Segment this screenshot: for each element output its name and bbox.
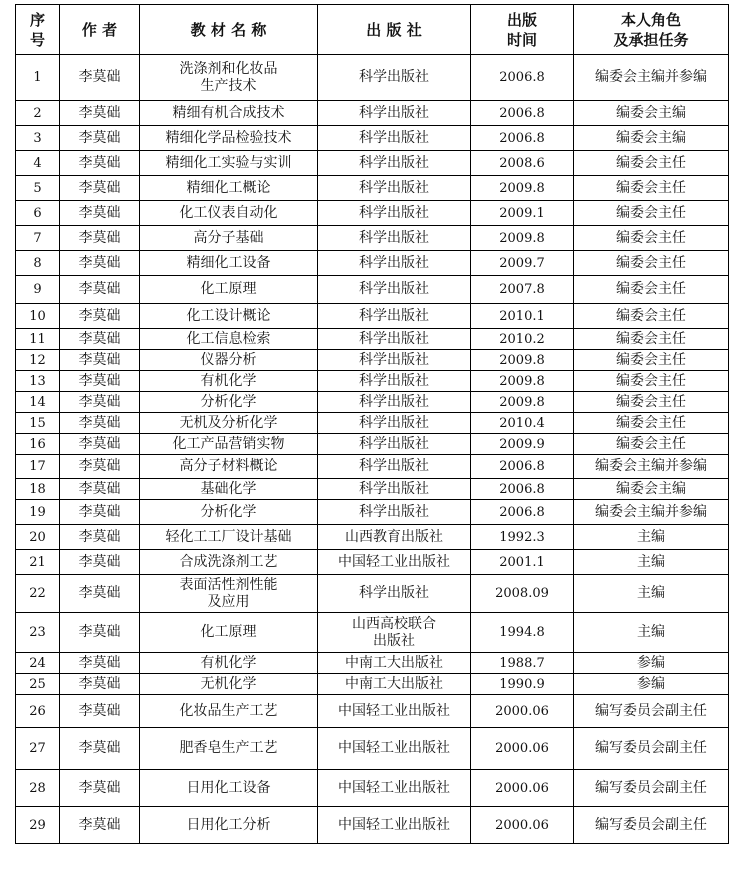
cell-title: 化工原理 — [140, 276, 318, 304]
cell-publisher: 科学出版社 — [318, 304, 471, 329]
cell-title: 日用化工设备 — [140, 770, 318, 807]
cell-role: 编委会主任 — [574, 251, 729, 276]
cell-no: 12 — [16, 350, 60, 371]
cell-no: 16 — [16, 434, 60, 455]
table-row — [16, 770, 729, 807]
cell-no: 19 — [16, 500, 60, 525]
cell-no: 4 — [16, 151, 60, 176]
cell-publisher: 科学出版社 — [318, 126, 471, 151]
cell-date: 1992.3 — [471, 525, 574, 550]
cell-no: 1 — [16, 55, 60, 101]
cell-date: 2006.8 — [471, 126, 574, 151]
cell-publisher: 山西高校联合 出版社 — [318, 613, 471, 653]
table-row — [16, 434, 729, 455]
cell-publisher: 科学出版社 — [318, 479, 471, 500]
cell-no: 25 — [16, 674, 60, 695]
cell-author: 李莫础 — [60, 770, 140, 807]
cell-no: 14 — [16, 392, 60, 413]
cell-date: 2010.1 — [471, 304, 574, 329]
cell-title: 精细化工实验与实训 — [140, 151, 318, 176]
cell-no: 9 — [16, 276, 60, 304]
cell-role: 编写委员会副主任 — [574, 695, 729, 728]
cell-author: 李莫础 — [60, 350, 140, 371]
cell-publisher: 科学出版社 — [318, 101, 471, 126]
cell-role: 参编 — [574, 674, 729, 695]
cell-publisher: 中南工大出版社 — [318, 653, 471, 674]
cell-role: 编委会主任 — [574, 226, 729, 251]
cell-role: 编委会主任 — [574, 329, 729, 350]
cell-role: 编委会主任 — [574, 350, 729, 371]
cell-author: 李莫础 — [60, 329, 140, 350]
cell-author: 李莫础 — [60, 101, 140, 126]
cell-no: 3 — [16, 126, 60, 151]
cell-publisher: 科学出版社 — [318, 392, 471, 413]
cell-role: 主编 — [574, 613, 729, 653]
table-row — [16, 226, 729, 251]
cell-date: 2000.06 — [471, 770, 574, 807]
cell-date: 2006.8 — [471, 55, 574, 101]
cell-role: 主编 — [574, 550, 729, 575]
cell-no: 23 — [16, 613, 60, 653]
cell-title: 化工原理 — [140, 613, 318, 653]
cell-author: 李莫础 — [60, 176, 140, 201]
cell-publisher: 科学出版社 — [318, 276, 471, 304]
cell-role: 编委会主任 — [574, 434, 729, 455]
cell-publisher: 科学出版社 — [318, 151, 471, 176]
cell-role: 编委会主任 — [574, 371, 729, 392]
header-date: 出版 时间 — [471, 5, 574, 55]
table-row — [16, 613, 729, 653]
cell-no: 18 — [16, 479, 60, 500]
table-row — [16, 176, 729, 201]
cell-date: 1988.7 — [471, 653, 574, 674]
cell-no: 5 — [16, 176, 60, 201]
cell-title: 化工设计概论 — [140, 304, 318, 329]
cell-role: 编委会主任 — [574, 392, 729, 413]
cell-date: 2006.8 — [471, 479, 574, 500]
cell-title: 仪器分析 — [140, 350, 318, 371]
cell-title: 日用化工分析 — [140, 807, 318, 844]
cell-publisher: 科学出版社 — [318, 176, 471, 201]
cell-title: 精细有机合成技术 — [140, 101, 318, 126]
textbook-table — [15, 4, 729, 844]
cell-role: 编委会主任 — [574, 151, 729, 176]
cell-author: 李莫础 — [60, 807, 140, 844]
cell-author: 李莫础 — [60, 276, 140, 304]
cell-date: 2009.9 — [471, 434, 574, 455]
cell-no: 2 — [16, 101, 60, 126]
cell-date: 2008.6 — [471, 151, 574, 176]
table-row — [16, 413, 729, 434]
cell-publisher: 中国轻工业出版社 — [318, 770, 471, 807]
cell-title: 合成洗涤剂工艺 — [140, 550, 318, 575]
cell-title: 分析化学 — [140, 392, 318, 413]
cell-author: 李莫础 — [60, 304, 140, 329]
table-row — [16, 371, 729, 392]
cell-author: 李莫础 — [60, 575, 140, 613]
cell-title: 基础化学 — [140, 479, 318, 500]
table-row — [16, 728, 729, 770]
cell-publisher: 科学出版社 — [318, 329, 471, 350]
cell-no: 20 — [16, 525, 60, 550]
cell-title: 化工信息检索 — [140, 329, 318, 350]
cell-no: 24 — [16, 653, 60, 674]
cell-no: 21 — [16, 550, 60, 575]
cell-role: 编委会主编 — [574, 126, 729, 151]
cell-date: 2000.06 — [471, 807, 574, 844]
header-role: 本人角色 及承担任务 — [574, 5, 729, 55]
cell-publisher: 科学出版社 — [318, 455, 471, 479]
cell-publisher: 科学出版社 — [318, 226, 471, 251]
table-row — [16, 455, 729, 479]
cell-publisher: 科学出版社 — [318, 371, 471, 392]
cell-no: 6 — [16, 201, 60, 226]
cell-no: 11 — [16, 329, 60, 350]
cell-date: 2010.4 — [471, 413, 574, 434]
cell-publisher: 科学出版社 — [318, 500, 471, 525]
cell-role: 编写委员会副主任 — [574, 728, 729, 770]
cell-title: 分析化学 — [140, 500, 318, 525]
table-row — [16, 151, 729, 176]
table-row — [16, 55, 729, 101]
cell-title: 轻化工工厂设计基础 — [140, 525, 318, 550]
table-row — [16, 201, 729, 226]
cell-date: 1990.9 — [471, 674, 574, 695]
table-row — [16, 251, 729, 276]
table-row — [16, 101, 729, 126]
cell-title: 化工仪表自动化 — [140, 201, 318, 226]
cell-role: 主编 — [574, 525, 729, 550]
cell-author: 李莫础 — [60, 151, 140, 176]
cell-date: 1994.8 — [471, 613, 574, 653]
cell-date: 2006.8 — [471, 455, 574, 479]
table-header-row — [16, 5, 729, 55]
cell-author: 李莫础 — [60, 392, 140, 413]
header-title: 教 材 名 称 — [140, 5, 318, 55]
cell-publisher: 科学出版社 — [318, 350, 471, 371]
cell-author: 李莫础 — [60, 695, 140, 728]
cell-date: 2008.09 — [471, 575, 574, 613]
cell-title: 高分子材料概论 — [140, 455, 318, 479]
cell-title: 精细化学品检验技术 — [140, 126, 318, 151]
table-row — [16, 674, 729, 695]
cell-date: 2009.8 — [471, 350, 574, 371]
cell-author: 李莫础 — [60, 674, 140, 695]
cell-no: 22 — [16, 575, 60, 613]
cell-author: 李莫础 — [60, 550, 140, 575]
cell-title: 化妆品生产工艺 — [140, 695, 318, 728]
cell-author: 李莫础 — [60, 413, 140, 434]
table-row — [16, 653, 729, 674]
cell-date: 2000.06 — [471, 695, 574, 728]
cell-author: 李莫础 — [60, 201, 140, 226]
cell-author: 李莫础 — [60, 126, 140, 151]
cell-date: 2001.1 — [471, 550, 574, 575]
cell-date: 2009.8 — [471, 176, 574, 201]
cell-publisher: 科学出版社 — [318, 413, 471, 434]
cell-title: 无机化学 — [140, 674, 318, 695]
cell-date: 2009.1 — [471, 201, 574, 226]
cell-title: 表面活性剂性能 及应用 — [140, 575, 318, 613]
cell-title: 精细化工设备 — [140, 251, 318, 276]
cell-author: 李莫础 — [60, 728, 140, 770]
cell-author: 李莫础 — [60, 371, 140, 392]
cell-role: 编写委员会副主任 — [574, 770, 729, 807]
table-row — [16, 126, 729, 151]
cell-date: 2009.8 — [471, 392, 574, 413]
cell-publisher: 中国轻工业出版社 — [318, 807, 471, 844]
cell-role: 编委会主编并参编 — [574, 455, 729, 479]
cell-no: 7 — [16, 226, 60, 251]
cell-role: 参编 — [574, 653, 729, 674]
cell-no: 29 — [16, 807, 60, 844]
table-row — [16, 550, 729, 575]
cell-no: 27 — [16, 728, 60, 770]
cell-date: 2009.8 — [471, 371, 574, 392]
cell-role: 编委会主编 — [574, 479, 729, 500]
cell-author: 李莫础 — [60, 525, 140, 550]
cell-publisher: 科学出版社 — [318, 434, 471, 455]
cell-date: 2007.8 — [471, 276, 574, 304]
table-row — [16, 525, 729, 550]
cell-publisher: 科学出版社 — [318, 251, 471, 276]
table-row — [16, 350, 729, 371]
table-body — [16, 55, 729, 844]
cell-title: 洗涤剂和化妆品 生产技术 — [140, 55, 318, 101]
cell-role: 编写委员会副主任 — [574, 807, 729, 844]
cell-role: 编委会主编 — [574, 101, 729, 126]
cell-publisher: 中南工大出版社 — [318, 674, 471, 695]
cell-no: 10 — [16, 304, 60, 329]
cell-publisher: 科学出版社 — [318, 201, 471, 226]
cell-publisher: 山西教育出版社 — [318, 525, 471, 550]
cell-author: 李莫础 — [60, 479, 140, 500]
table-row — [16, 500, 729, 525]
cell-author: 李莫础 — [60, 500, 140, 525]
cell-no: 15 — [16, 413, 60, 434]
table-row — [16, 276, 729, 304]
cell-title: 化工产品营销实物 — [140, 434, 318, 455]
cell-date: 2006.8 — [471, 500, 574, 525]
cell-publisher: 中国轻工业出版社 — [318, 550, 471, 575]
cell-author: 李莫础 — [60, 55, 140, 101]
cell-title: 无机及分析化学 — [140, 413, 318, 434]
cell-author: 李莫础 — [60, 434, 140, 455]
cell-no: 8 — [16, 251, 60, 276]
cell-title: 精细化工概论 — [140, 176, 318, 201]
cell-no: 13 — [16, 371, 60, 392]
cell-role: 编委会主任 — [574, 176, 729, 201]
header-no: 序 号 — [16, 5, 60, 55]
table-row — [16, 479, 729, 500]
cell-date: 2009.8 — [471, 226, 574, 251]
cell-date: 2009.7 — [471, 251, 574, 276]
cell-title: 有机化学 — [140, 653, 318, 674]
header-author: 作 者 — [60, 5, 140, 55]
cell-date: 2010.2 — [471, 329, 574, 350]
cell-author: 李莫础 — [60, 251, 140, 276]
cell-role: 编委会主编并参编 — [574, 55, 729, 101]
cell-role: 编委会主任 — [574, 201, 729, 226]
cell-role: 编委会主任 — [574, 304, 729, 329]
cell-publisher: 科学出版社 — [318, 575, 471, 613]
cell-title: 有机化学 — [140, 371, 318, 392]
table-row — [16, 304, 729, 329]
cell-no: 28 — [16, 770, 60, 807]
cell-no: 17 — [16, 455, 60, 479]
cell-date: 2000.06 — [471, 728, 574, 770]
cell-role: 编委会主任 — [574, 276, 729, 304]
cell-date: 2006.8 — [471, 101, 574, 126]
cell-author: 李莫础 — [60, 226, 140, 251]
table-row — [16, 329, 729, 350]
cell-title: 肥香皂生产工艺 — [140, 728, 318, 770]
cell-author: 李莫础 — [60, 455, 140, 479]
cell-publisher: 中国轻工业出版社 — [318, 695, 471, 728]
cell-role: 编委会主编并参编 — [574, 500, 729, 525]
cell-role: 编委会主任 — [574, 413, 729, 434]
cell-role: 主编 — [574, 575, 729, 613]
cell-publisher: 中国轻工业出版社 — [318, 728, 471, 770]
cell-title: 高分子基础 — [140, 226, 318, 251]
table-row — [16, 695, 729, 728]
cell-publisher: 科学出版社 — [318, 55, 471, 101]
header-publisher: 出 版 社 — [318, 5, 471, 55]
table-row — [16, 392, 729, 413]
cell-author: 李莫础 — [60, 613, 140, 653]
table-row — [16, 575, 729, 613]
cell-no: 26 — [16, 695, 60, 728]
table-row — [16, 807, 729, 844]
cell-author: 李莫础 — [60, 653, 140, 674]
